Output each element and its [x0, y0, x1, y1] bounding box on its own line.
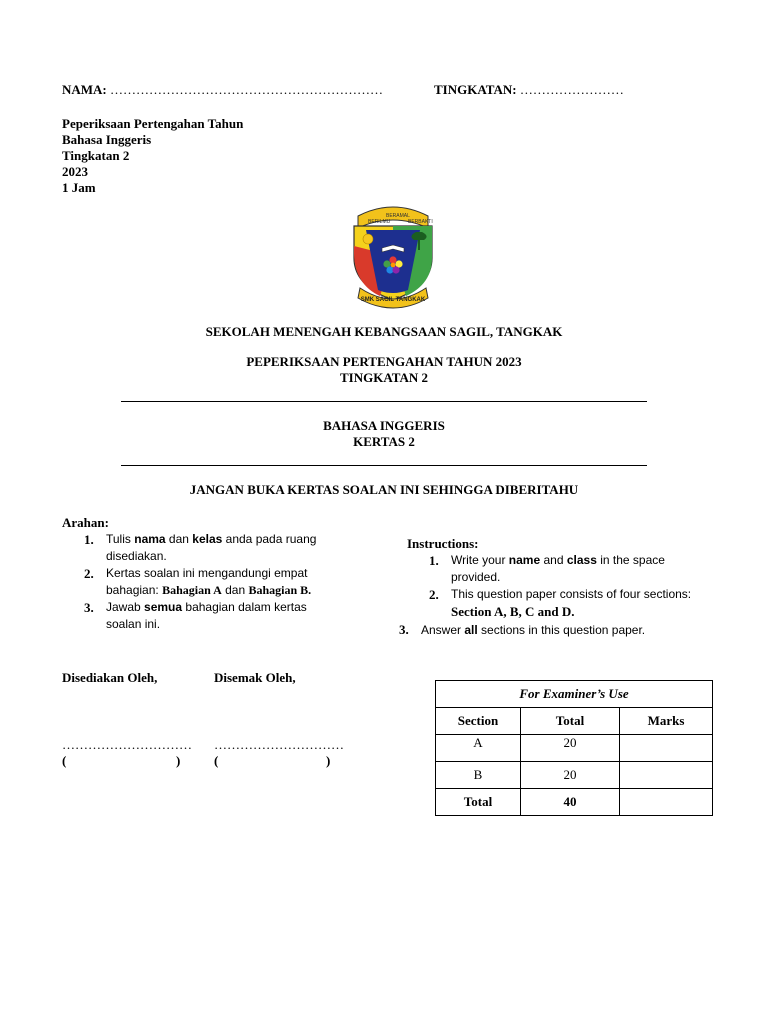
arahan-heading: Arahan: — [62, 515, 109, 530]
arahan-list — [84, 531, 344, 633]
school-name: SEKOLAH MENENGAH KEBANGSAAN SAGIL, TANGKAK — [205, 324, 563, 339]
school-crest-logo — [346, 196, 440, 310]
subject-title: BAHASA INGGERIS — [323, 418, 445, 433]
arahan-item-2: 2. Kertas soalan ini mengandungi empat bahagian: Bahagian A dan Bahagian B. — [84, 566, 312, 597]
prepared-name-close-paren: ) — [176, 753, 181, 768]
instructions-list — [429, 552, 729, 621]
arahan-item-3: 3. Jawab semua bahagian dalam kertas soalan ini. — [84, 600, 307, 631]
exam-title: PEPERIKSAAN PERTENGAHAN TAHUN 2023 — [246, 354, 522, 369]
name-dots: ……………………………………………………… — [110, 82, 384, 97]
examiner-use-table — [435, 680, 713, 816]
arahan-item-1: 1. Tulis nama dan kelas anda pada ruang disediakan. — [84, 532, 317, 563]
header-marks: Marks — [620, 708, 713, 735]
sun-icon — [363, 234, 373, 244]
total-label: Total — [436, 789, 521, 816]
paper-title: KERTAS 2 — [353, 434, 415, 449]
instruction-item-1: 1. Write your name and class in the space provided. — [429, 553, 665, 584]
table-header-row — [436, 708, 713, 735]
checked-name-close-paren: ) — [326, 753, 331, 768]
checked-signature-dots: ………………………… — [214, 737, 344, 752]
row-b-total: 20 — [521, 762, 620, 789]
info-line-year: 2023 — [62, 164, 88, 179]
table-total-row — [436, 789, 713, 816]
row-a-marks[interactable] — [620, 735, 713, 762]
instruction-item-2: 2. This question paper consists of four sections: Section A, B, C and D. — [429, 587, 692, 619]
ribbon-word-1: BERILMU — [368, 219, 391, 225]
table-row — [436, 735, 713, 762]
info-line-subject: Bahasa Inggeris — [62, 132, 152, 147]
info-line-exam: Peperiksaan Pertengahan Tahun — [62, 116, 244, 131]
header-total: Total — [521, 708, 620, 735]
form-dots: …………………… — [519, 82, 624, 97]
instructions-heading: Instructions: — [407, 536, 479, 551]
total-value: 40 — [521, 789, 620, 816]
row-a-total: 20 — [521, 735, 620, 762]
divider-bottom — [121, 465, 647, 466]
ribbon-word-2: BERAMAL — [386, 213, 410, 219]
info-line-form: Tingkatan 2 — [62, 148, 130, 163]
form-title: TINGKATAN 2 — [340, 370, 428, 385]
do-not-open-warning: JANGAN BUKA KERTAS SOALAN INI SEHINGGA DIBERITAHU — [189, 482, 579, 497]
info-line-duration: 1 Jam — [62, 180, 96, 195]
header-section: Section — [436, 708, 521, 735]
form-label: TINGKATAN: — [434, 82, 517, 97]
row-b-section: B — [436, 762, 521, 789]
prepared-signature-dots: ………………………… — [62, 737, 192, 752]
form-field — [434, 82, 624, 98]
checked-name-open-paren: ( — [214, 753, 219, 768]
prepared-name-open-paren: ( — [62, 753, 67, 768]
total-marks[interactable] — [620, 789, 713, 816]
row-a-section: A — [436, 735, 521, 762]
name-label: NAMA: — [62, 82, 107, 97]
crest-motto: SMK SAGIL TANGKAK — [360, 297, 426, 303]
examiner-table-caption: For Examiner’s Use — [436, 681, 713, 708]
checked-by-label: Disemak Oleh, — [214, 670, 296, 685]
row-b-marks[interactable] — [620, 762, 713, 789]
ribbon-word-3: BERBAKTI — [408, 219, 433, 225]
divider-top — [121, 401, 647, 402]
instruction-item-3: 3. Answer all sections in this question paper. — [399, 622, 646, 637]
prepared-by-label: Disediakan Oleh, — [62, 670, 158, 685]
table-row — [436, 762, 713, 789]
name-field — [62, 82, 383, 98]
exam-info-block — [62, 116, 243, 196]
